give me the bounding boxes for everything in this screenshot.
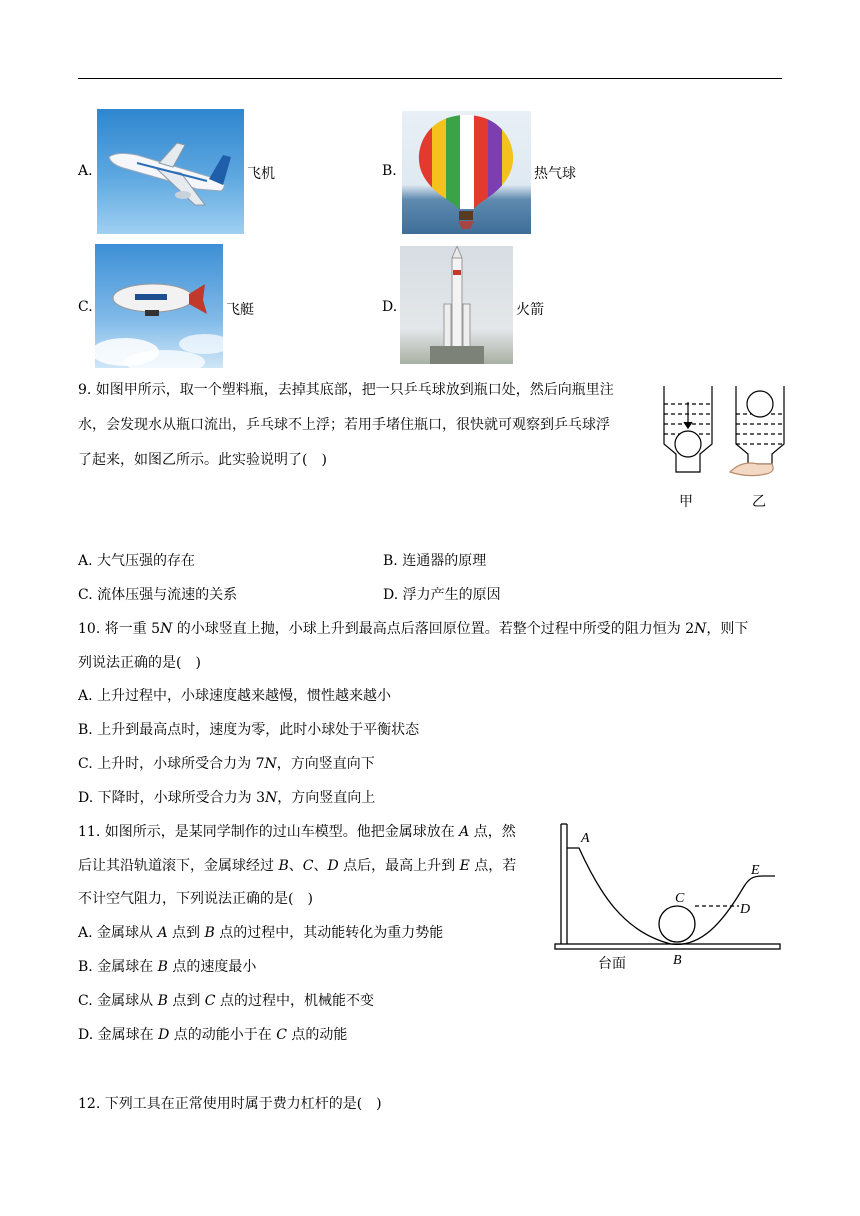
q9-bottle-figure: [658, 382, 788, 512]
q9-line-3: 了起来，如图乙所示。此实验说明了( ): [78, 452, 327, 468]
q10-line-1: [78, 619, 748, 639]
option-a-caption: 飞机: [247, 166, 275, 182]
q10-option-d-part-1: D. 下降时，小球所受合力为 3: [78, 790, 265, 806]
q11-option-a-part-2: 点到: [167, 925, 205, 941]
q11-letter-d: D: [327, 858, 339, 874]
q9-line-2: 水，会发现水从瓶口流出，乒乓球不上浮；若用手堵住瓶口，很快就可观察到乒乓球浮: [78, 417, 610, 433]
q9-fig-label-yi: 乙: [752, 494, 766, 510]
airplane-photo: [97, 109, 244, 234]
q10-option-c: [78, 754, 375, 774]
q10-stem-part-1: 10. 将一重 5: [78, 621, 161, 637]
q11-letter-c: C: [302, 858, 314, 874]
q10-stem-part-2: 的小球竖直上抛，小球上升到最高点后落回原位置。若整个过程中所受的阻力恒为 2: [172, 621, 695, 637]
q10-option-c-unit: N: [264, 756, 277, 772]
q11-roller-coaster-figure: [553, 822, 783, 970]
q10-option-d: [78, 788, 375, 808]
q11-letter-e: E: [459, 858, 470, 874]
q9-option-a: A. 大气压强的存在: [78, 553, 196, 569]
q11-option-b-part-1: B. 金属球在: [78, 959, 158, 975]
option-d-caption: 火箭: [516, 302, 544, 318]
q11-option-d: [78, 1025, 347, 1045]
q11-option-d-part-3: 点的动能: [286, 1027, 348, 1043]
q11-option-a: [78, 923, 443, 943]
q11-option-d-letter-d: D: [158, 1027, 170, 1043]
q11-line-2-part-4: 点后，最高上升到: [338, 858, 460, 874]
q9-option-b: B. 连通器的原理: [383, 553, 487, 569]
q11-line-2: [78, 856, 516, 876]
q11-option-b: [78, 957, 256, 977]
option-c-caption: 飞艇: [226, 302, 254, 318]
q9-option-c: C. 流体压强与流速的关系: [78, 587, 238, 603]
q11-fig-label-a: A: [581, 831, 590, 846]
q12-line-1: 12. 下列工具在正常使用时属于费力杠杆的是( ): [78, 1096, 382, 1112]
q11-option-a-letter-b: B: [204, 925, 215, 941]
rocket-photo: [400, 246, 513, 364]
q10-option-d-part-2: ，方向竖直向上: [277, 790, 376, 806]
q11-option-b-letter-b: B: [157, 959, 168, 975]
q11-fig-label-d: D: [740, 902, 751, 917]
q11-line-2-part-1: 后让其沿轨道滚下，金属球经过: [78, 858, 279, 874]
q11-option-c: [78, 991, 374, 1011]
q10-option-c-part-1: C. 上升时，小球所受合力为 7: [78, 756, 265, 772]
option-c-letter: C.: [78, 299, 93, 315]
q11-line-1-part-1: 11. 如图所示，是某同学制作的过山车模型。他把金属球放在: [78, 824, 460, 840]
option-b-letter: B.: [382, 163, 397, 179]
hot-air-balloon-photo: [402, 111, 531, 234]
airship-photo: [95, 244, 223, 368]
q11-option-d-part-1: D. 金属球在: [78, 1027, 159, 1043]
q11-line-1: [78, 822, 516, 842]
option-d-letter: D.: [382, 299, 398, 315]
q11-option-c-part-1: C. 金属球从: [78, 993, 158, 1009]
q11-fig-label-b: B: [673, 953, 682, 968]
q11-option-d-part-2: 点的动能小于在: [169, 1027, 277, 1043]
q9-fig-label-jia: 甲: [679, 494, 693, 510]
q10-unit-2: N: [694, 621, 707, 637]
q11-line-1-part-2: 点，然: [469, 824, 516, 840]
q11-option-c-part-2: 点到: [167, 993, 205, 1009]
q11-letter-b: B: [278, 858, 289, 874]
q10-option-c-part-2: ，方向竖直向下: [276, 756, 375, 772]
q11-option-a-letter-a: A: [157, 925, 168, 941]
q11-option-b-part-2: 点的速度最小: [167, 959, 257, 975]
q11-letter-a: A: [459, 824, 470, 840]
q11-option-a-part-1: A. 金属球从: [78, 925, 158, 941]
q11-fig-label-c: C: [675, 891, 685, 906]
header-rule: [78, 78, 782, 79]
q11-option-c-part-3: 点的过程中，机械能不变: [215, 993, 374, 1009]
q11-option-c-letter-b: B: [157, 993, 168, 1009]
q10-option-b: B. 上升到最高点时，速度为零，此时小球处于平衡状态: [78, 722, 420, 738]
q11-option-c-letter-c: C: [204, 993, 216, 1009]
q11-fig-label-e: E: [751, 863, 760, 878]
option-b-caption: 热气球: [534, 166, 576, 182]
q10-unit-1: N: [160, 621, 173, 637]
q11-fig-base-label: 台面: [598, 956, 626, 970]
q11-line-2-part-2: 、: [288, 858, 303, 874]
option-a-letter: A.: [78, 163, 93, 179]
q11-line-2-part-5: 点，若: [469, 858, 517, 874]
q9-option-d: D. 浮力产生的原因: [383, 587, 501, 603]
q10-stem-part-3: ，则下: [706, 621, 749, 637]
q10-line-2: 列说法正确的是( ): [78, 655, 201, 671]
q10-option-a: A. 上升过程中，小球速度越来越慢，惯性越来越小: [78, 688, 392, 704]
q11-line-2-part-3: 、: [313, 858, 328, 874]
q11-option-d-letter-c: C: [276, 1027, 287, 1043]
q11-line-3: 不计空气阻力，下列说法正确的是( ): [78, 891, 313, 907]
q9-line-1: 9. 如图甲所示，取一个塑料瓶，去掉其底部，把一只乒乓球放到瓶口处，然后向瓶里注: [78, 382, 614, 398]
q11-option-a-part-3: 点的过程中，其动能转化为重力势能: [214, 925, 444, 941]
q10-option-d-unit: N: [264, 790, 278, 806]
